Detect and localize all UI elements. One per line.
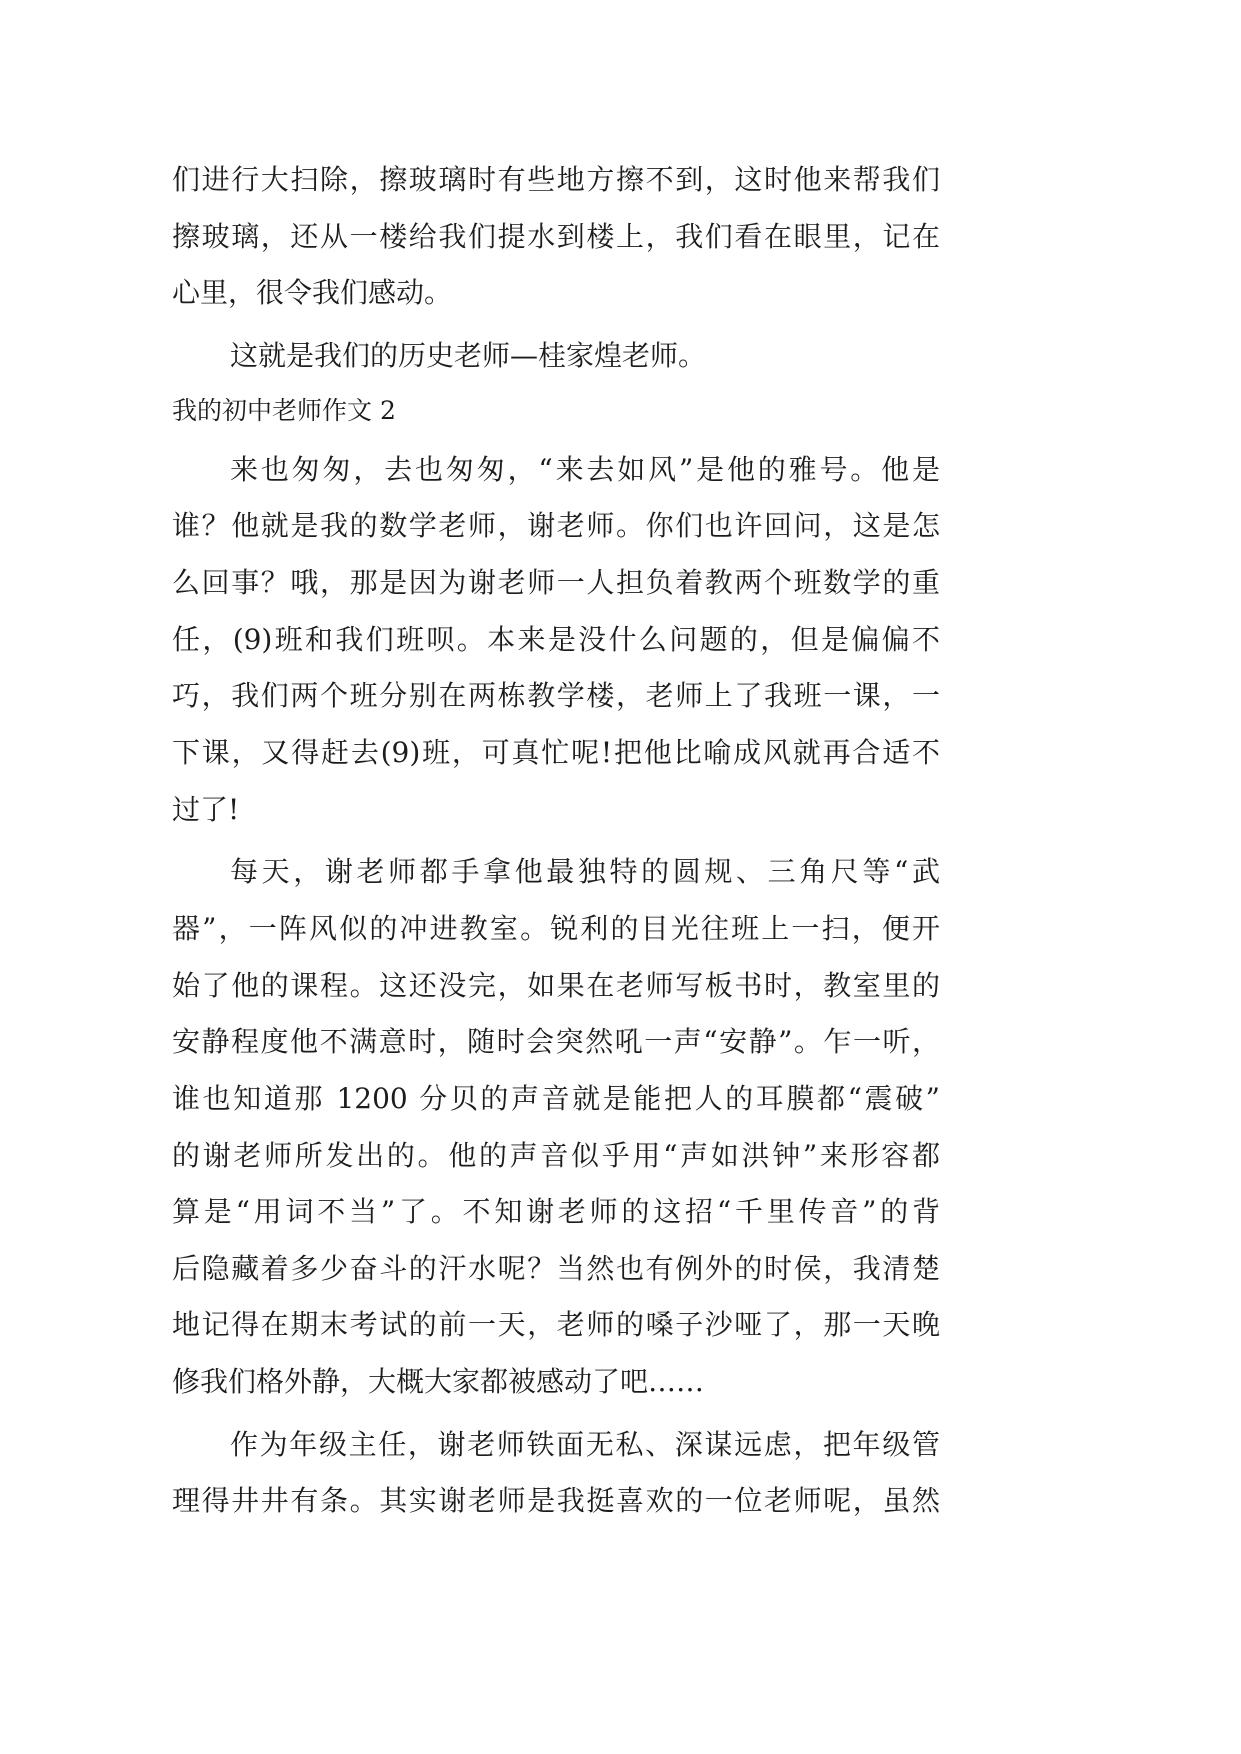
text-line: 来也匆匆，去也匆匆，“来去如风”是他的雅号。他是 — [230, 452, 940, 486]
text-line: 心里，很令我们感动。 — [172, 276, 453, 310]
text-line: 每天，谢老师都手拿他最独特的圆规、三角尺等“武 — [230, 855, 940, 889]
text-line: 巧，我们两个班分别在两栋教学楼，老师上了我班一课，一 — [172, 679, 940, 713]
paragraph — [172, 328, 940, 385]
text-line: 理得井井有条。其实谢老师是我挺喜欢的一位老师呢，虽然 — [172, 1484, 940, 1518]
paragraph — [172, 442, 940, 839]
text-line: 地记得在期末考试的前一天，老师的嗓子沙哑了，那一天晚 — [172, 1308, 940, 1342]
text-line: 谁也知道那 1200 分贝的声音就是能把人的耳膜都“震破” — [172, 1081, 940, 1115]
text-line: 下课，又得赶去(9)班，可真忙呢!把他比喻成风就再合适不 — [172, 735, 940, 769]
text-line: 这就是我们的历史老师—桂家煌老师。 — [230, 338, 707, 372]
paragraph — [172, 152, 940, 322]
text-line: 擦玻璃，还从一楼给我们提水到楼上，我们看在眼里，记在 — [172, 219, 940, 253]
text-line: 任，(9)班和我们班呗。本来是没什么问题的，但是偏偏不 — [172, 622, 940, 656]
text-line: 始了他的课程。这还没完，如果在老师写板书时，教室里的 — [172, 968, 940, 1002]
text-line: 么回事？哦，那是因为谢老师一人担负着教两个班数学的重 — [172, 565, 940, 599]
text-line: 谁？他就是我的数学老师，谢老师。你们也许回问，这是怎 — [172, 509, 940, 543]
document-body — [172, 152, 940, 1530]
text-line: 过了! — [172, 792, 240, 826]
text-line: 器”，一阵风似的冲进教室。锐利的目光往班上一扫，便开 — [172, 911, 940, 945]
paragraph — [172, 1417, 940, 1530]
text-line: 安静程度他不满意时，随时会突然吼一声“安静”。乍一听， — [172, 1025, 940, 1059]
text-line: 们进行大扫除，擦玻璃时有些地方擦不到，这时他来帮我们 — [172, 163, 940, 196]
text-line: 修我们格外静，大概大家都被感动了吧…… — [172, 1365, 705, 1399]
essay-title: 我的初中老师作文 2 — [172, 395, 396, 425]
text-line: 后隐藏着多少奋斗的汗水呢？当然也有例外的时侯，我清楚 — [172, 1251, 940, 1285]
text-line: 作为年级主任，谢老师铁面无私、深谋远虑，把年级管 — [230, 1427, 940, 1461]
text-line: 的谢老师所发出的。他的声音似乎用“声如洪钟”来形容都 — [172, 1138, 940, 1172]
paragraph — [172, 844, 940, 1411]
text-line: 算是“用词不当”了。不知谢老师的这招“千里传音”的背 — [172, 1195, 940, 1229]
